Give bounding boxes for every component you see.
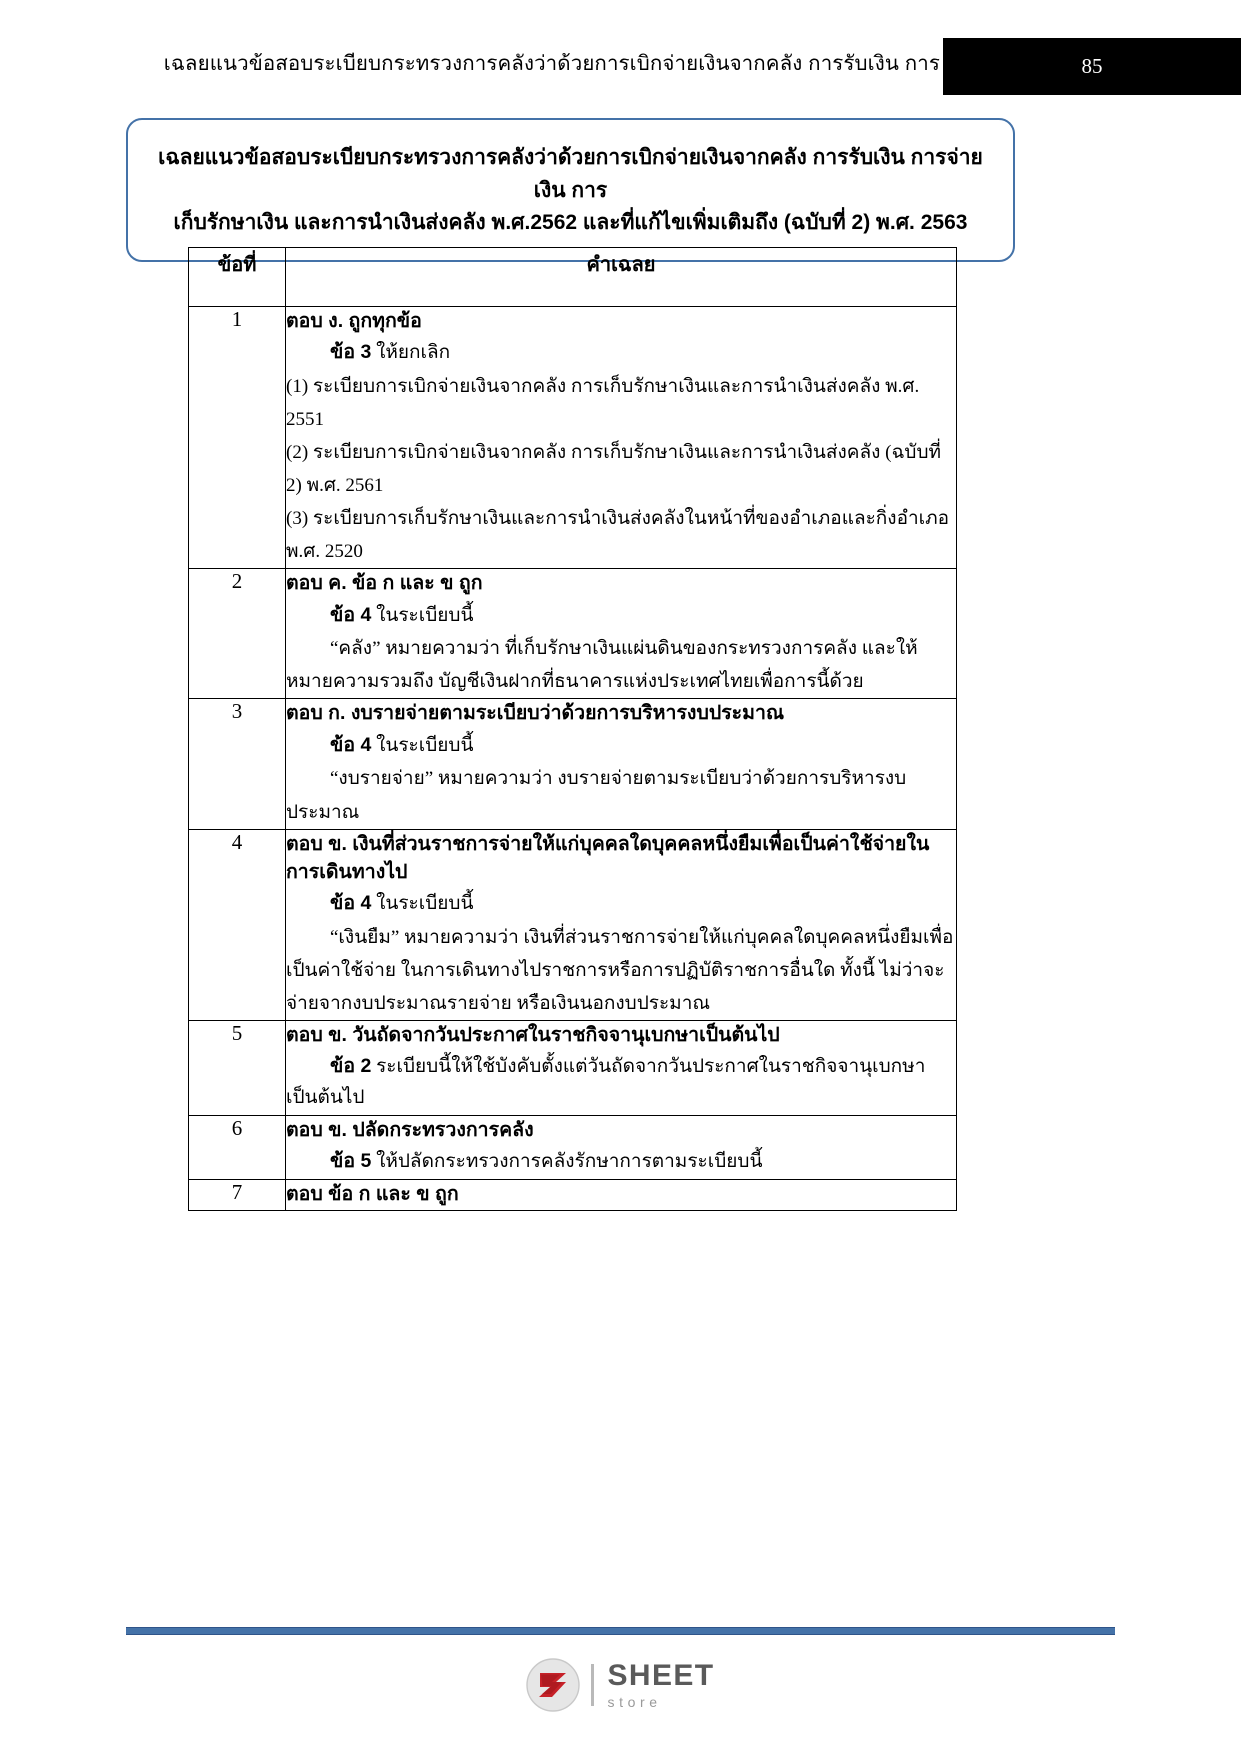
- clause-text: ให้ปลัดกระทรวงการคลังรักษาการตามระเบียบนี้: [371, 1151, 763, 1173]
- answer-clause-reference: [286, 600, 956, 632]
- logo-text-store: store: [607, 1694, 662, 1710]
- table-header-row: [189, 248, 957, 307]
- clause-number: ข้อ 4: [330, 892, 372, 915]
- sheet-store-logo-icon: [526, 1658, 580, 1712]
- table-row: [189, 829, 957, 1020]
- row-answer-cell: [286, 699, 957, 829]
- answer-body-paragraph: (3) ระเบียบการเก็บรักษาเงินและการนำเงินส่งคลังในหน้าที่ของอำเภอและกิ่งอำเภอ พ.ศ. 2520: [286, 508, 950, 563]
- answer-heading: ตอบ ข. เงินที่ส่วนราชการจ่ายให้แก่บุคคลใดบุคคลหนึ่งยืมเพื่อเป็นค่าใช้จ่ายในการเดินทางไป: [286, 832, 930, 883]
- clause-text: ให้ยกเลิก: [371, 342, 451, 364]
- row-number-cell: 1: [189, 307, 286, 569]
- logo-divider: [591, 1664, 594, 1706]
- row-answer-cell: [286, 829, 957, 1020]
- answer-body-paragraph: “เงินยืม” หมายความว่า เงินที่ส่วนราชการจ่ายให้แก่บุคคลใดบุคคลหนึ่งยืมเพื่อเป็นค่าใช้จ่าย ในการเดินทางไปราชการหรือการปฏิบัติราชการอื่นใด ทั้งนี้ ไม่ว่าจะจ่ายจากงบประมาณรายจ่าย หรือเงินนอกงบประมาณ: [286, 926, 954, 1014]
- answer-heading: ตอบ ข้อ ก และ ข ถูก: [286, 1182, 459, 1205]
- title-callout-box: [126, 118, 1015, 262]
- answer-body-paragraph: (1) ระเบียบการเบิกจ่ายเงินจากคลัง การเก็บรักษาเงินและการนำเงินส่งคลัง พ.ศ. 2551: [286, 376, 920, 431]
- table-row: [189, 307, 957, 569]
- logo-text-sheet: SHEET: [607, 1659, 715, 1692]
- row-answer-cell: [286, 569, 957, 699]
- table-row: [189, 699, 957, 829]
- answer-key-table: [188, 247, 957, 1211]
- answer-body-paragraph: (2) ระเบียบการเบิกจ่ายเงินจากคลัง การเก็บรักษาเงินและการนำเงินส่งคลัง (ฉบับที่ 2) พ.ศ. 2561: [286, 442, 942, 497]
- answer-body-paragraph: “คลัง” หมายความว่า ที่เก็บรักษาเงินแผ่นดินของกระทรวงการคลัง และให้หมายความรวมถึง บัญชีเงินฝากที่ธนาคารแห่งประเทศไทยเพื่อการนี้ด้วย: [286, 638, 918, 693]
- clause-number: ข้อ 2: [330, 1055, 372, 1078]
- clause-text: ในระเบียบนี้: [371, 604, 474, 626]
- row-number-cell: 7: [189, 1179, 286, 1210]
- column-header-answer: คำเฉลย: [286, 248, 957, 307]
- table-row: [189, 569, 957, 699]
- footer-logo: [0, 1658, 1241, 1712]
- answer-heading: ตอบ ข. ปลัดกระทรวงการคลัง: [286, 1118, 534, 1141]
- table-body: [189, 307, 957, 1211]
- title-line-2: เก็บรักษาเงิน และการนำเงินส่งคลัง พ.ศ.2562 และที่แก้ไขเพิ่มเติมถึง (ฉบับที่ 2) พ.ศ. 2563: [173, 211, 968, 235]
- answer-clause-reference: [286, 337, 956, 369]
- answer-clause-reference: [286, 1146, 956, 1178]
- clause-number: ข้อ 4: [330, 603, 372, 626]
- clause-text: ในระเบียบนี้: [371, 893, 474, 915]
- answer-body-paragraph: “งบรายจ่าย” หมายความว่า งบรายจ่ายตามระเบียบว่าด้วยการบริหารงบประมาณ: [286, 768, 907, 823]
- row-number-cell: 3: [189, 699, 286, 829]
- answer-heading: ตอบ ง. ถูกทุกข้อ: [286, 310, 422, 332]
- answer-heading: ตอบ ข. วันถัดจากวันประกาศในราชกิจจานุเบกษาเป็นต้นไป: [286, 1024, 780, 1046]
- answer-heading: ตอบ ก. งบรายจ่ายตามระเบียบว่าด้วยการบริหารงบประมาณ: [286, 702, 785, 725]
- table-row: [189, 1021, 957, 1116]
- page-header: [0, 0, 1241, 100]
- logo-wordmark: [607, 1661, 714, 1709]
- row-answer-cell: [286, 1179, 957, 1210]
- clause-number: ข้อ 3: [330, 341, 372, 364]
- answer-clause-reference: [286, 1051, 956, 1114]
- clause-text: ระเบียบนี้ให้ใช้บังคับตั้งแต่วันถัดจากวันประกาศในราชกิจจานุเบกษาเป็นต้นไป: [286, 1056, 926, 1109]
- footer-divider: [126, 1627, 1115, 1635]
- row-answer-cell: [286, 1021, 957, 1116]
- running-title: เฉลยแนวข้อสอบระเบียบกระทรวงการคลังว่าด้วยการเบิกจ่ายเงินจากคลัง การรับเงิน การ: [163, 52, 940, 75]
- column-header-number: ข้อที่: [189, 248, 286, 307]
- answer-clause-reference: [286, 730, 956, 762]
- row-number-cell: 6: [189, 1115, 286, 1179]
- answer-clause-reference: [286, 888, 956, 920]
- clause-number: ข้อ 4: [330, 733, 372, 756]
- table-row: [189, 1179, 957, 1210]
- title-line-1: เฉลยแนวข้อสอบระเบียบกระทรวงการคลังว่าด้วยการเบิกจ่ายเงินจากคลัง การรับเงิน การจ่ายเงิน การ: [158, 146, 983, 202]
- clause-text: ในระเบียบนี้: [371, 734, 474, 756]
- clause-number: ข้อ 5: [330, 1150, 372, 1173]
- page-number: 85: [1081, 54, 1103, 78]
- row-number-cell: 2: [189, 569, 286, 699]
- answer-heading: ตอบ ค. ข้อ ก และ ข ถูก: [286, 572, 483, 595]
- row-number-cell: 5: [189, 1021, 286, 1116]
- table-row: [189, 1115, 957, 1179]
- row-answer-cell: [286, 307, 957, 569]
- row-answer-cell: [286, 1115, 957, 1179]
- row-number-cell: 4: [189, 829, 286, 1020]
